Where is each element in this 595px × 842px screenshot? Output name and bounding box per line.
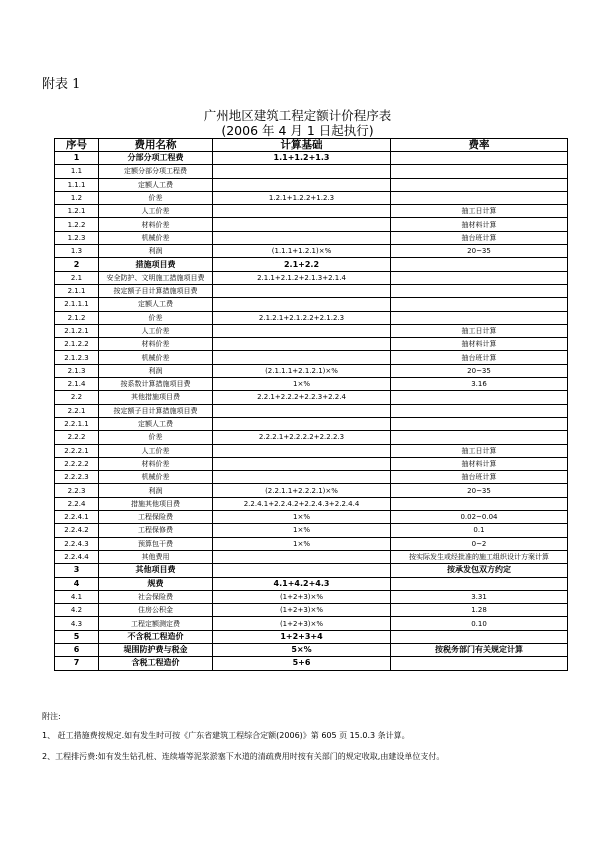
cell-rate (391, 497, 568, 510)
cell-no: 6 (55, 643, 99, 656)
cell-base: 2.2.4.1+2.2.4.2+2.2.4.3+2.2.4.4 (213, 497, 391, 510)
cell-base: 1×% (213, 378, 391, 391)
cell-base: 5×% (213, 643, 391, 656)
table-row (55, 351, 568, 364)
cell-base: 2.2.1+2.2.2+2.2.3+2.2.4 (213, 391, 391, 404)
cell-name: 预算包干费 (99, 537, 213, 550)
header-base: 计算基础 (213, 139, 391, 152)
cell-rate: 抽台班计算 (391, 231, 568, 244)
table-row (55, 245, 568, 258)
table-row (55, 643, 568, 656)
cell-base: 2.1.2.1+2.1.2.2+2.1.2.3 (213, 311, 391, 324)
cell-name: 定额人工费 (99, 417, 213, 430)
table-row (55, 178, 568, 191)
cell-rate: 1.28 (391, 604, 568, 617)
cell-base (213, 284, 391, 297)
cell-no: 1.1 (55, 165, 99, 178)
cell-base (213, 550, 391, 563)
cell-name: 其他费用 (99, 550, 213, 563)
table-row (55, 457, 568, 470)
cell-name: 材料价差 (99, 218, 213, 231)
cell-base (213, 298, 391, 311)
cell-rate (391, 311, 568, 324)
cell-name: 价差 (99, 431, 213, 444)
cell-name: 不含税工程造价 (99, 630, 213, 643)
table-row (55, 471, 568, 484)
cell-rate: 抽工日计算 (391, 444, 568, 457)
table-row (55, 564, 568, 577)
cell-name: 按定额子目计算措施项目费 (99, 404, 213, 417)
cell-name: 价差 (99, 191, 213, 204)
cell-rate: 抽台班计算 (391, 471, 568, 484)
table-row (55, 191, 568, 204)
cell-base: (1.1.1+1.2.1)×% (213, 245, 391, 258)
table-row (55, 152, 568, 165)
cell-base (213, 404, 391, 417)
cell-name: 机械价差 (99, 351, 213, 364)
cell-base: 1.2.1+1.2.2+1.2.3 (213, 191, 391, 204)
cell-no: 4 (55, 577, 99, 590)
table-row (55, 484, 568, 497)
cell-no: 2.1.2.1 (55, 324, 99, 337)
cell-no: 2.1.2 (55, 311, 99, 324)
cell-rate: 20~35 (391, 484, 568, 497)
cell-rate: 3.31 (391, 590, 568, 603)
cell-name: 人工价差 (99, 205, 213, 218)
table-row (55, 404, 568, 417)
table-row (55, 431, 568, 444)
fee-table-body (55, 152, 568, 671)
cell-base (213, 178, 391, 191)
cell-name: 其他措施项目费 (99, 391, 213, 404)
table-row (55, 657, 568, 670)
cell-name: 定额人工费 (99, 298, 213, 311)
table-row (55, 271, 568, 284)
table-header-row (55, 139, 568, 152)
cell-rate: 0.1 (391, 524, 568, 537)
cell-name: 社会保险费 (99, 590, 213, 603)
cell-rate (391, 417, 568, 430)
cell-no: 2.2.4.2 (55, 524, 99, 537)
header-name: 费用名称 (99, 139, 213, 152)
cell-base: (2.1.1.1+2.1.2.1)×% (213, 364, 391, 377)
cell-base: 1.1+1.2+1.3 (213, 152, 391, 165)
cell-no: 1 (55, 152, 99, 165)
cell-no: 2.2.2 (55, 431, 99, 444)
cell-base (213, 564, 391, 577)
cell-base: (2.2.1.1+2.2.2.1)×% (213, 484, 391, 497)
table-row (55, 537, 568, 550)
cell-base: 4.1+4.2+4.3 (213, 577, 391, 590)
cell-no: 2.2.4.4 (55, 550, 99, 563)
cell-no: 2 (55, 258, 99, 271)
cell-rate (391, 298, 568, 311)
cell-name: 堤围防护费与税金 (99, 643, 213, 656)
cell-no: 2.1.1.1 (55, 298, 99, 311)
cell-base: 2.1.1+2.1.2+2.1.3+2.1.4 (213, 271, 391, 284)
cell-name: 人工价差 (99, 444, 213, 457)
cell-no: 1.2.1 (55, 205, 99, 218)
cell-no: 2.2.3 (55, 484, 99, 497)
table-row (55, 311, 568, 324)
cell-name: 按定额子目计算措施项目费 (99, 284, 213, 297)
notes-section (42, 710, 444, 763)
cell-no: 1.3 (55, 245, 99, 258)
table-row (55, 218, 568, 231)
cell-base: (1+2+3)×% (213, 590, 391, 603)
cell-rate (391, 271, 568, 284)
cell-rate: 按实际发生或经批准的施工组织设计方案计算 (391, 550, 568, 563)
cell-no: 2.1.3 (55, 364, 99, 377)
table-row (55, 298, 568, 311)
cell-name: 定额人工费 (99, 178, 213, 191)
cell-no: 1.2.2 (55, 218, 99, 231)
cell-name: 分部分项工程费 (99, 152, 213, 165)
table-row (55, 577, 568, 590)
cell-no: 3 (55, 564, 99, 577)
cell-rate (391, 284, 568, 297)
cell-name: 含税工程造价 (99, 657, 213, 670)
note-item: 2、工程排污费:如有发生钻孔桩、连续墙等泥浆淤塞下水道的清疏费用时按有关部门的规定收取,由建设单位支付。 (42, 752, 445, 761)
cell-no: 1.1.1 (55, 178, 99, 191)
table-row (55, 258, 568, 271)
cell-rate: 按税务部门有关规定计算 (391, 643, 568, 656)
cell-name: 措施其他项目费 (99, 497, 213, 510)
cell-name: 其他项目费 (99, 564, 213, 577)
cell-name: 工程保修费 (99, 524, 213, 537)
cell-base (213, 444, 391, 457)
cell-no: 2.2.4.3 (55, 537, 99, 550)
table-row (55, 604, 568, 617)
cell-no: 2.1.2.2 (55, 338, 99, 351)
cell-rate (391, 431, 568, 444)
cell-no: 1.2.3 (55, 231, 99, 244)
table-row (55, 364, 568, 377)
cell-name: 材料价差 (99, 457, 213, 470)
cell-rate: 抽工日计算 (391, 324, 568, 337)
table-row (55, 590, 568, 603)
cell-no: 2.2.4 (55, 497, 99, 510)
table-row (55, 497, 568, 510)
cell-name: 材料价差 (99, 338, 213, 351)
cell-no: 2.1 (55, 271, 99, 284)
cell-rate: 抽材料计算 (391, 457, 568, 470)
cell-no: 2.2.2.3 (55, 471, 99, 484)
cell-no: 1.2 (55, 191, 99, 204)
notes-heading: 附注: (42, 712, 61, 721)
cell-rate (391, 152, 568, 165)
cell-base (213, 471, 391, 484)
cell-no: 2.2 (55, 391, 99, 404)
cell-rate: 抽材料计算 (391, 218, 568, 231)
cell-rate (391, 404, 568, 417)
cell-no: 2.1.2.3 (55, 351, 99, 364)
table-row (55, 231, 568, 244)
cell-base (213, 324, 391, 337)
fee-table (54, 138, 568, 671)
cell-base (213, 205, 391, 218)
cell-rate: 抽材料计算 (391, 338, 568, 351)
cell-name: 安全防护、文明施工措施项目费 (99, 271, 213, 284)
cell-base (213, 231, 391, 244)
cell-rate (391, 191, 568, 204)
table-row (55, 444, 568, 457)
cell-base (213, 417, 391, 430)
cell-base (213, 457, 391, 470)
table-row (55, 205, 568, 218)
cell-rate: 0.02~0.04 (391, 511, 568, 524)
cell-rate (391, 258, 568, 271)
cell-base (213, 338, 391, 351)
cell-no: 2.2.1.1 (55, 417, 99, 430)
table-row (55, 391, 568, 404)
cell-base: (1+2+3)×% (213, 617, 391, 630)
cell-name: 定额分部分项工程费 (99, 165, 213, 178)
cell-base: 1×% (213, 537, 391, 550)
cell-base: 1×% (213, 524, 391, 537)
table-row (55, 524, 568, 537)
cell-name: 机械价差 (99, 471, 213, 484)
cell-base (213, 165, 391, 178)
table-row (55, 284, 568, 297)
table-row (55, 550, 568, 563)
cell-no: 2.1.1 (55, 284, 99, 297)
cell-name: 人工价差 (99, 324, 213, 337)
cell-no: 5 (55, 630, 99, 643)
cell-rate: 20~35 (391, 245, 568, 258)
cell-no: 4.2 (55, 604, 99, 617)
cell-name: 工程保险费 (99, 511, 213, 524)
table-row (55, 630, 568, 643)
cell-no: 2.2.2.2 (55, 457, 99, 470)
table-row (55, 417, 568, 430)
cell-no: 2.2.1 (55, 404, 99, 417)
table-row (55, 338, 568, 351)
cell-name: 利润 (99, 484, 213, 497)
cell-base (213, 218, 391, 231)
cell-rate: 抽工日计算 (391, 205, 568, 218)
document-subtitle: (2006 年 4 月 1 日起执行) (221, 123, 374, 138)
cell-no: 2.2.2.1 (55, 444, 99, 457)
cell-base: (1+2+3)×% (213, 604, 391, 617)
cell-rate: 3.16 (391, 378, 568, 391)
cell-rate: 抽台班计算 (391, 351, 568, 364)
cell-name: 措施项目费 (99, 258, 213, 271)
cell-no: 2.1.4 (55, 378, 99, 391)
cell-rate (391, 577, 568, 590)
cell-name: 住房公积金 (99, 604, 213, 617)
cell-base: 5+6 (213, 657, 391, 670)
cell-name: 按系数计算措施项目费 (99, 378, 213, 391)
cell-base (213, 351, 391, 364)
cell-name: 利润 (99, 364, 213, 377)
cell-no: 7 (55, 657, 99, 670)
table-row (55, 617, 568, 630)
cell-base: 2.2.2.1+2.2.2.2+2.2.2.3 (213, 431, 391, 444)
cell-rate: 0.10 (391, 617, 568, 630)
cell-name: 价差 (99, 311, 213, 324)
cell-rate (391, 391, 568, 404)
cell-name: 利润 (99, 245, 213, 258)
table-row (55, 511, 568, 524)
cell-no: 2.2.4.1 (55, 511, 99, 524)
cell-name: 工程定额测定费 (99, 617, 213, 630)
cell-base: 2.1+2.2 (213, 258, 391, 271)
cell-name: 机械价差 (99, 231, 213, 244)
header-no: 序号 (55, 139, 99, 152)
document-title: 广州地区建筑工程定额计价程序表 (203, 108, 392, 123)
cell-base: 1×% (213, 511, 391, 524)
cell-name: 规费 (99, 577, 213, 590)
table-row (55, 324, 568, 337)
cell-no: 4.1 (55, 590, 99, 603)
cell-rate (391, 178, 568, 191)
cell-no: 4.3 (55, 617, 99, 630)
table-row (55, 378, 568, 391)
cell-rate (391, 165, 568, 178)
cell-rate: 按承发包双方约定 (391, 564, 568, 577)
cell-base: 1+2+3+4 (213, 630, 391, 643)
attachment-label: 附表 1 (42, 77, 81, 92)
cell-rate (391, 630, 568, 643)
cell-rate: 0~2 (391, 537, 568, 550)
table-row (55, 165, 568, 178)
header-rate: 费率 (391, 139, 568, 152)
cell-rate (391, 657, 568, 670)
note-item: 1、 赶工措施费按规定.如有发生时可按《广东省建筑工程综合定额(2006)》第 605 页 15.0.3 条计算。 (42, 731, 410, 740)
cell-rate: 20~35 (391, 364, 568, 377)
